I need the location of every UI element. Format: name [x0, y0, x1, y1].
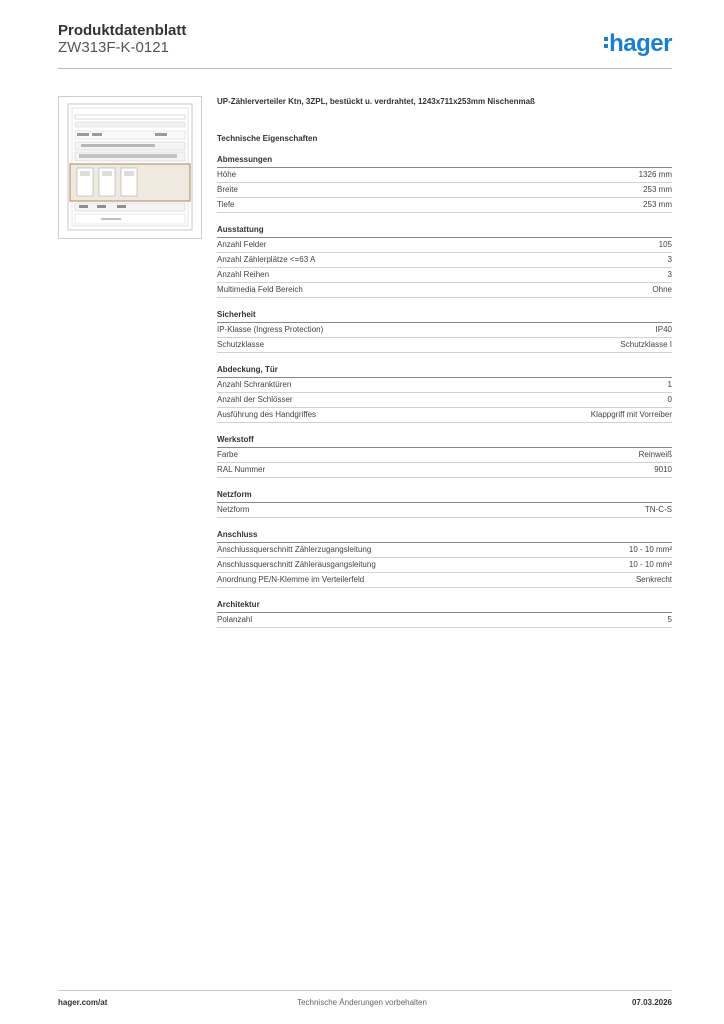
section-title: Technische Eigenschaften	[217, 134, 318, 143]
group-title: Werkstoff	[217, 435, 672, 448]
row-value: IP40	[655, 325, 672, 334]
header-divider	[58, 68, 672, 69]
footer-disclaimer: Technische Änderungen vorbehalten	[297, 998, 427, 1007]
logo-dots-icon	[604, 34, 608, 51]
group-title: Anschluss	[217, 530, 672, 543]
table-row	[217, 338, 672, 353]
row-value: 1	[667, 380, 672, 389]
row-value: Schutzklasse I	[620, 340, 672, 349]
row-label: Anzahl Felder	[217, 240, 267, 249]
row-label: Polanzahl	[217, 615, 253, 624]
table-row	[217, 543, 672, 558]
table-row	[217, 463, 672, 478]
table-row	[217, 393, 672, 408]
product-description: UP-Zählerverteiler Ktn, 3ZPL, bestückt u. verdrahtet, 1243x711x253mm Nischenmaß	[217, 97, 535, 106]
group-ausstattung	[217, 225, 672, 298]
table-row	[217, 253, 672, 268]
row-label: Anzahl Zählerplätze <=63 A	[217, 255, 316, 264]
row-value: 9010	[654, 465, 672, 474]
page-title: Produktdatenblatt	[58, 22, 187, 39]
group-title: Abmessungen	[217, 155, 672, 168]
row-value: TN-C-S	[644, 505, 672, 514]
row-label: IP-Klasse (Ingress Protection)	[217, 325, 324, 334]
row-value: 5	[667, 615, 672, 624]
row-label: Anzahl der Schlösser	[217, 395, 293, 404]
group-netzform	[217, 490, 672, 518]
row-label: Anschlussquerschnitt Zählerausgangsleitung	[217, 560, 376, 569]
group-sicherheit	[217, 310, 672, 353]
table-row	[217, 408, 672, 423]
group-title: Abdeckung, Tür	[217, 365, 672, 378]
row-value: 3	[667, 255, 672, 264]
table-row	[217, 268, 672, 283]
row-label: Multimedia Feld Bereich	[217, 285, 303, 294]
row-value: Klappgriff mit Vorreiber	[590, 410, 672, 419]
table-row	[217, 323, 672, 338]
row-value: 3	[667, 270, 672, 279]
product-image	[58, 96, 202, 239]
group-anschluss	[217, 530, 672, 588]
content	[217, 96, 672, 628]
row-value: Reinweiß	[638, 450, 672, 459]
row-label: Höhe	[217, 170, 237, 179]
row-label: Anzahl Schranktüren	[217, 380, 292, 389]
row-value: 10 - 10 mm²	[628, 545, 672, 554]
hager-logo[interactable]	[604, 30, 672, 58]
row-value: 253 mm	[643, 185, 672, 194]
row-label: Anschlussquerschnitt Zählerzugangsleitung	[217, 545, 372, 554]
group-abmessungen	[217, 155, 672, 213]
table-row	[217, 198, 672, 213]
row-label: Breite	[217, 185, 238, 194]
footer-website-link[interactable]: hager.com/at	[58, 998, 108, 1007]
footer-divider	[58, 990, 672, 991]
table-row	[217, 238, 672, 253]
distribution-board-drawing-icon	[59, 97, 201, 238]
table-row	[217, 573, 672, 588]
group-architektur	[217, 600, 672, 628]
row-label: RAL Nummer	[217, 465, 266, 474]
table-row	[217, 613, 672, 628]
table-row	[217, 503, 672, 518]
row-label: Tiefe	[217, 200, 235, 209]
row-label: Ausführung des Handgriffes	[217, 410, 317, 419]
group-title: Ausstattung	[217, 225, 672, 238]
group-abdeckung-tuer	[217, 365, 672, 423]
row-value: Senkrecht	[635, 575, 672, 584]
row-value: 0	[667, 395, 672, 404]
row-label: Anzahl Reihen	[217, 270, 270, 279]
row-label: Farbe	[217, 450, 238, 459]
table-row	[217, 558, 672, 573]
table-row	[217, 168, 672, 183]
row-value: 105	[658, 240, 672, 249]
logo-text: hager	[609, 30, 672, 57]
row-value: 253 mm	[643, 200, 672, 209]
row-label: Netzform	[217, 505, 250, 514]
group-title: Netzform	[217, 490, 672, 503]
group-title: Architektur	[217, 600, 672, 613]
row-value: Ohne	[652, 285, 672, 294]
product-number: ZW313F-K-0121	[58, 39, 169, 56]
table-row	[217, 183, 672, 198]
table-row	[217, 283, 672, 298]
group-werkstoff	[217, 435, 672, 478]
footer-date: 07.03.2026	[631, 998, 672, 1007]
row-label: Anordnung PE/N-Klemme im Verteilerfeld	[217, 575, 365, 584]
table-row	[217, 448, 672, 463]
table-row	[217, 378, 672, 393]
group-title: Sicherheit	[217, 310, 672, 323]
row-value: 1326 mm	[638, 170, 672, 179]
row-value: 10 - 10 mm²	[628, 560, 672, 569]
row-label: Schutzklasse	[217, 340, 265, 349]
